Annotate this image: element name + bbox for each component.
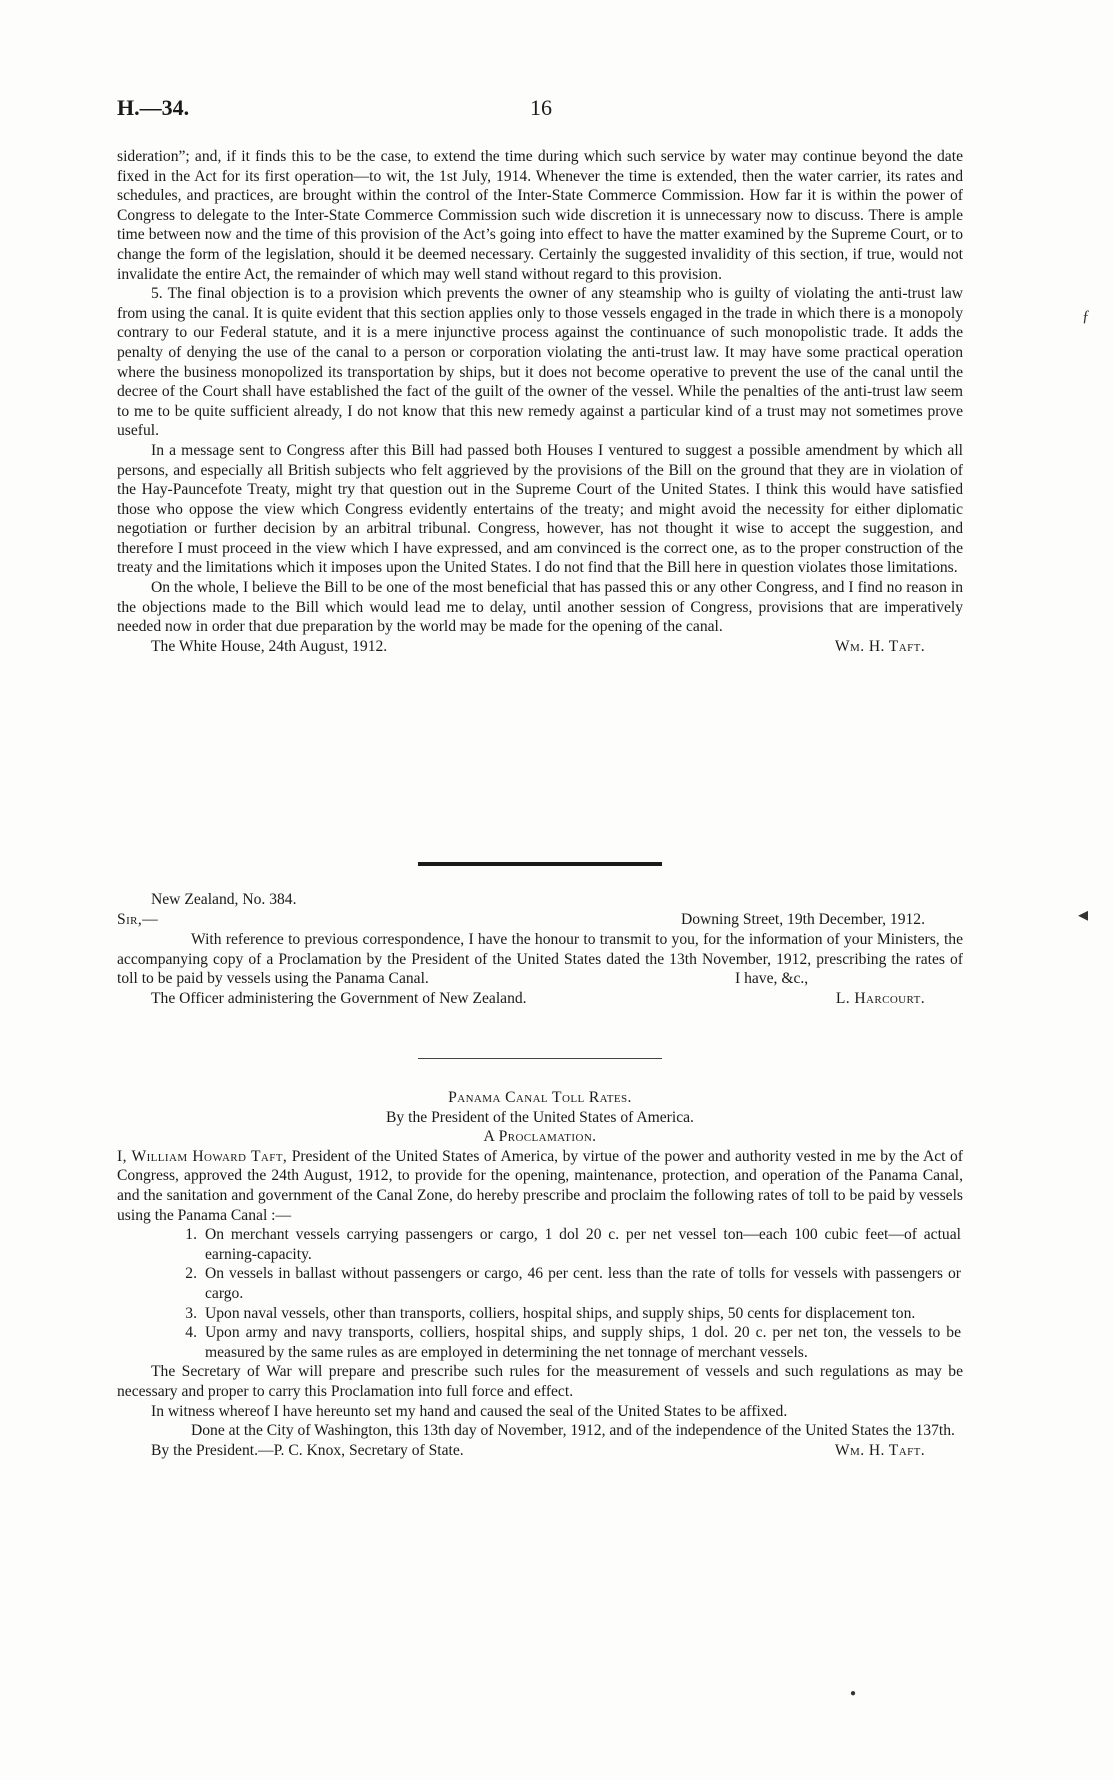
proclamation-signature: Wm. H. Taft. — [834, 1441, 925, 1459]
toll-rate-item: 1. On merchant vessels carrying passengers or cargo, 1 dol 20 c. per net vessel ton—each 100 cubic feet—of actual earning-capacity. — [185, 1226, 961, 1263]
despatch-signature: L. Harcourt. — [835, 989, 925, 1007]
despatch-addressee: The Officer administering the Government of New Zealand. — [151, 989, 527, 1007]
despatch-address-date: Downing Street, 19th December, 1912. — [680, 911, 925, 928]
message-paragraph-1: sideration”; and, if it finds this to be the case, to extend the time during which such service by water may continue beyond the date fixed in the Act for its first operation—to wit, the 1st July, 1914. Whenever the time is extended, then the water carrier, its rates and schedules, and practices, are brought within the control of the Inter-State Commerce Commission. How far it is within the power of Congress to delegate to the Inter-State Commerce Commission such wide discretion it is unnecessary now to discuss. There is ample time between now and the time of this provision of the Act’s going into effect to have the matter examined by the Supreme Court, or to change the form of the legislation, should it be deemed necessary. Certainly the suggested invalidity of this section, if true, would not invalidate the entire Act, the remainder of which may well stand without regard to this provision. — [117, 148, 963, 283]
section-divider-thick — [418, 862, 662, 866]
despatch-salutation: Sir,— — [117, 911, 159, 928]
message-paragraph-3: In a message sent to Congress after this Bill had passed both Houses I ventured to suggest a possible amendment by which all persons, and especially all British subjects who felt aggrieved by the provisions of the Bill on the ground that they are in violation of the Hay-Pauncefote Treaty, might try that question out in the Supreme Court of the United States. I think this would have satisfied those who oppose the view which Congress evidently entertains of the treaty; and might avoid the necessity for either diplomatic negotiation or further decision by an arbitral tribunal. Congress, however, has not thought it wise to accept the suggestion, and therefore I must proceed in the view which I have expressed, and am convinced is the correct one, as to the proper construction of the treaty and the limitations which it imposes upon the United States. I do not find that the Bill here in question violates those limitations. — [117, 441, 963, 577]
toll-rate-item: 2. On vessels in ballast without passengers or cargo, 46 per cent. less than the rate of tolls for vessels with passengers or cargo. — [185, 1265, 961, 1302]
despatch-closing: I have, &c., — [735, 969, 809, 987]
margin-dot: ● — [850, 1688, 857, 1699]
message-signature-line — [117, 637, 963, 657]
margin-mark: ƒ — [1082, 308, 1090, 325]
toll-rate-list — [117, 1225, 963, 1362]
proclamation-heading: A Proclamation. — [483, 1128, 597, 1146]
done-at-paragraph: Done at the City of Washington, this 13th day of November, 1912, and of the independence of the United States the 137th. — [191, 1422, 955, 1440]
proclamation-subtitle: By the President of the United States of America. — [386, 1108, 694, 1126]
message-paragraph-2: 5. The final objection is to a provision which prevents the owner of any steamship who is guilty of violating the anti-trust law from using the canal. It is quite evident that this section applies only to those vessels engaged in the trade in which there is a monopoly contrary to our Federal statute, and it is a mere injunctive process against the continuance of such monopolistic trade. It adds the penalty of denying the use of the canal to a person or corporation violating the anti-trust law. It may have some practical operation where the business monopolized its transportation by ships, but it does not become operative to prevent the use of the canal until the decree of the Court shall have established the fact of the guilt of the owner of the vessel. While the penalties of the anti-trust law seem to me to be quite sufficient already, I do not know that this new remedy against a particular kind of a trust may not sometimes prove useful. — [117, 285, 963, 440]
attestation: By the President.—P. C. Knox, Secretary of State. — [151, 1441, 464, 1459]
proclamation — [117, 1088, 963, 1461]
proclamation-title: Panama Canal Toll Rates. — [448, 1089, 632, 1106]
taft-message — [117, 147, 963, 657]
message-place-date: The White House, 24th August, 1912. — [151, 637, 388, 655]
preamble-text: President of the United States of America, by virtue of the power and authority vested in me by the Act of Congress, approved the 24th August, 1912, to provide for the opening, maintenance, protection, and operation of the Panama Canal, and the sanitation and government of the Canal Zone, do hereby prescribe and proclaim the following rates of toll to be paid by vessels using the Panama Canal :— — [117, 1147, 963, 1224]
despatch — [117, 890, 963, 1009]
message-signature: Wm. H. Taft. — [834, 637, 925, 655]
page-number: 16 — [530, 95, 552, 120]
toll-rate-item: 3. Upon naval vessels, other than transports, colliers, hospital ships, and supply ships, 50 cents for displacement ton. — [185, 1304, 916, 1322]
secretary-of-war-paragraph: The Secretary of War will prepare and prescribe such rules for the measurement of vessels and such regulations as may be necessary and proper to carry this Proclamation into full force and effect. — [117, 1363, 963, 1400]
proclamation-preamble — [117, 1147, 963, 1225]
message-paragraph-4: On the whole, I believe the Bill to be one of the most beneficial that has passed this or any other Congress, and I find no reason in the objections made to the Bill which would lead me to delay, until another session of Congress, provisions that are imperatively needed now in order that due preparation by the world may be made for the opening of the canal. — [117, 579, 963, 636]
proclaimer-name: I, William Howard Taft, — [117, 1147, 288, 1165]
proclamation-signature-line — [117, 1441, 963, 1461]
section-divider-thin — [418, 1058, 662, 1059]
despatch-number: New Zealand, No. 384. — [151, 891, 297, 908]
despatch-body: With reference to previous correspondence, I have the honour to transmit to you, for the information of your Ministers, the accompanying copy of a Proclamation by the President of the United States dated the 13th November, 1912, prescribing the rates of toll to be paid by vessels using the Panama Canal. — [117, 931, 963, 988]
toll-rate-item: 4. Upon army and navy transports, colliers, hospital ships, and supply ships, 1 dol. 20 c. per net ton, the vessels to be measured by the same rules as are employed in determining the net tonnage of merchant vessels. — [185, 1324, 961, 1361]
margin-mark: ◂ — [1078, 904, 1089, 926]
document-reference: H.—34. — [117, 95, 190, 120]
witness-paragraph: In witness whereof I have hereunto set my hand and caused the seal of the United States to be affixed. — [151, 1402, 788, 1420]
